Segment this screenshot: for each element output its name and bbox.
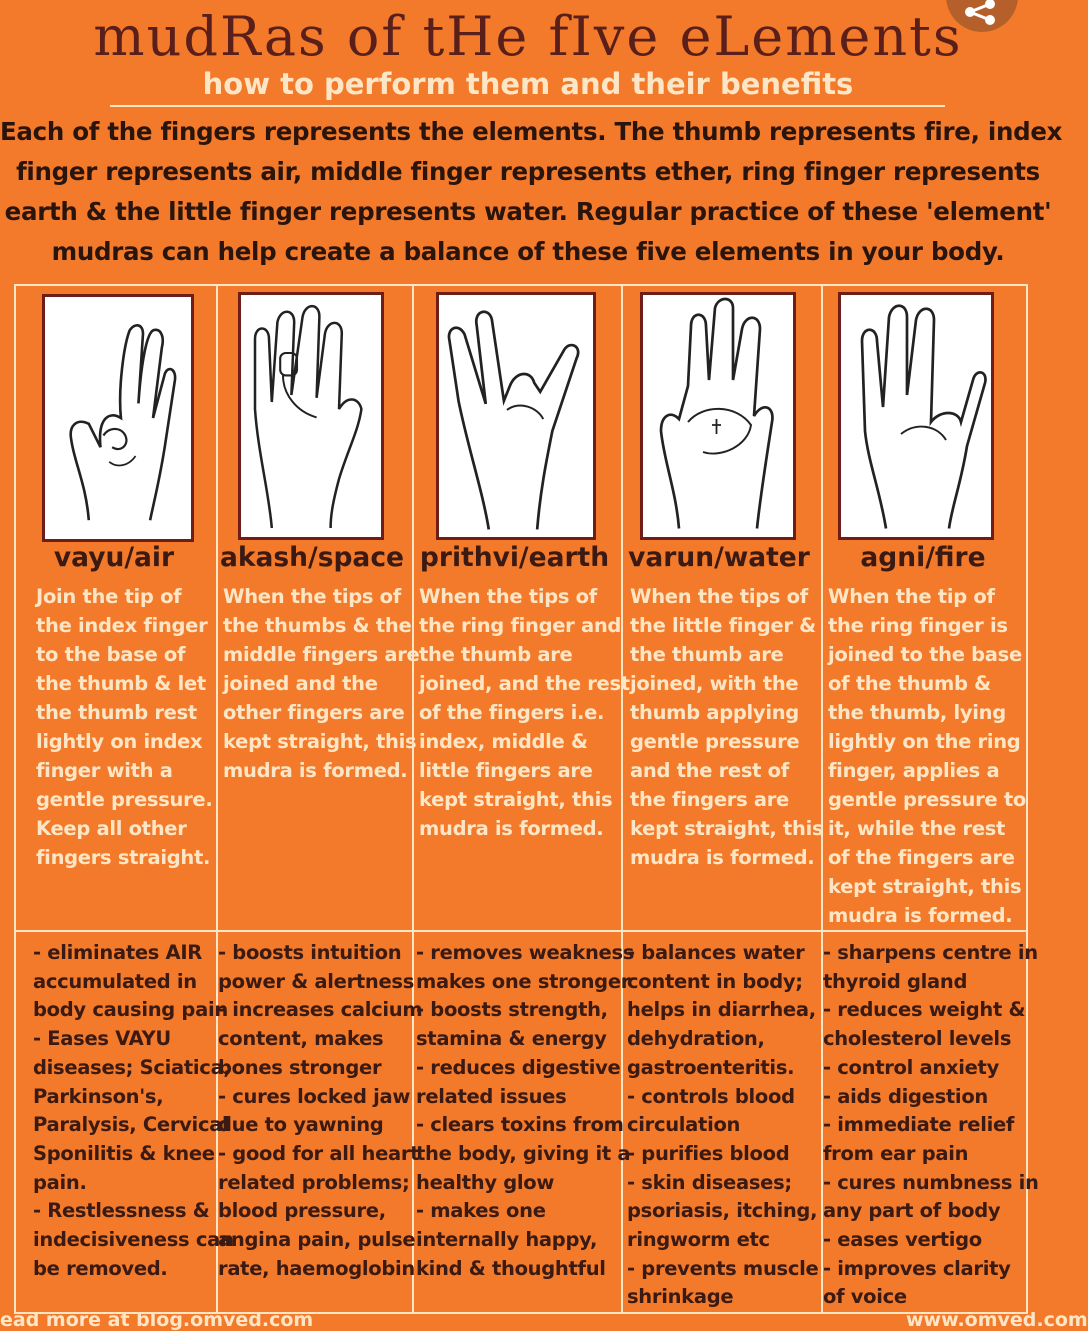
- benefit-line: power & alertness: [218, 969, 415, 993]
- vayu-instructions: [36, 582, 212, 872]
- benefit-line: body causing pain: [33, 998, 228, 1022]
- hand-icon: [643, 295, 793, 537]
- instruction-line: kept straight, this: [419, 788, 613, 811]
- benefit-line: accumulated in: [33, 969, 197, 993]
- benefit-line: content, makes: [218, 1027, 384, 1051]
- benefit-line: Sponilitis & knee: [33, 1141, 215, 1165]
- benefit-line: thyroid gland: [823, 969, 968, 993]
- benefit-line: - reduces digestive: [416, 1055, 621, 1079]
- vayu-benefits: [33, 939, 234, 1283]
- benefit-line: - balances water: [627, 941, 805, 964]
- instruction-line: the thumb are: [630, 643, 784, 666]
- instruction-line: the fingers are: [630, 788, 789, 811]
- benefit-line: - sharpens centre in: [823, 941, 1038, 964]
- varun-benefits: [627, 939, 818, 1312]
- benefit-line: - clears toxins from: [416, 1113, 624, 1137]
- instruction-line: gentle pressure.: [36, 788, 213, 811]
- benefit-line: helps in diarrhea,: [627, 998, 816, 1022]
- instruction-line: it, while the rest: [828, 817, 1006, 840]
- footer-blog-link[interactable]: ead more at blog.omved.com: [0, 1309, 314, 1331]
- instruction-line: the thumb & let: [36, 672, 206, 695]
- benefit-line: content in body;: [627, 969, 803, 993]
- instruction-line: the thumb are: [419, 643, 573, 666]
- instruction-line: When the tips of: [419, 585, 597, 608]
- benefit-line: - Restlessness &: [33, 1199, 210, 1223]
- intro-paragraph: [0, 112, 1063, 272]
- benefit-line: gastroenteritis.: [627, 1055, 795, 1079]
- benefit-line: any part of body: [823, 1199, 1001, 1223]
- intro-line: Each of the fingers represents the elements. The thumb represents fire, index: [0, 117, 1063, 146]
- prithvi-instructions: [419, 582, 630, 843]
- instruction-line: the ring finger and: [419, 614, 622, 637]
- benefit-line: of voice: [823, 1285, 907, 1309]
- benefit-line: - improves clarity: [823, 1256, 1011, 1280]
- instruction-line: lightly on the ring: [828, 730, 1021, 753]
- intro-line: finger represents air, middle finger represents ether, ring finger represents: [16, 157, 1040, 186]
- instruction-line: joined and the: [223, 672, 378, 695]
- instruction-line: Join the tip of: [36, 585, 182, 608]
- benefit-line: - removes weakness: [416, 941, 635, 964]
- benefit-line: pain.: [33, 1170, 87, 1194]
- instruction-line: When the tips of: [630, 585, 808, 608]
- benefit-line: Paralysis, Cervical: [33, 1113, 229, 1137]
- benefit-line: angina pain, pulse: [218, 1228, 416, 1252]
- benefit-line: bones stronger: [218, 1055, 382, 1079]
- page-title: mudRas of tHe fIve eLements: [93, 5, 963, 68]
- benefit-line: - boosts strength,: [416, 998, 608, 1022]
- benefit-line: - purifies blood: [627, 1141, 790, 1165]
- prithvi-benefits: [416, 939, 634, 1283]
- instruction-line: finger, applies a: [828, 759, 1000, 782]
- benefit-line: shrinkage: [627, 1285, 734, 1309]
- benefit-line: indecisiveness can: [33, 1228, 234, 1252]
- benefit-line: stamina & energy: [416, 1027, 607, 1051]
- agni-instructions: [828, 582, 1026, 930]
- benefit-line: - makes one: [416, 1199, 546, 1223]
- instruction-line: other fingers are: [223, 701, 405, 724]
- instruction-line: and the rest of: [630, 759, 789, 782]
- benefit-line: from ear pain: [823, 1141, 969, 1165]
- instruction-line: the thumbs & the: [223, 614, 412, 637]
- instruction-line: thumb applying: [630, 701, 799, 724]
- instruction-line: lightly on index: [36, 730, 203, 753]
- instruction-line: of the thumb &: [828, 672, 991, 695]
- instruction-line: the little finger &: [630, 614, 816, 637]
- benefit-line: healthy glow: [416, 1170, 555, 1194]
- instruction-line: gentle pressure to: [828, 788, 1026, 811]
- instruction-line: When the tips of: [223, 585, 401, 608]
- instruction-line: mudra is formed.: [828, 904, 1013, 927]
- benefit-line: - boosts intuition: [218, 941, 402, 964]
- benefit-line: related problems;: [218, 1170, 410, 1194]
- prithvi-hand-illustration: [436, 292, 596, 540]
- benefit-line: the body, giving it a: [416, 1141, 631, 1165]
- benefit-line: internally happy,: [416, 1228, 598, 1252]
- instruction-line: mudra is formed.: [419, 817, 604, 840]
- intro-line: earth & the little finger represents water. Regular practice of these 'element': [4, 197, 1052, 226]
- instruction-line: finger with a: [36, 759, 173, 782]
- instruction-line: of the fingers i.e.: [419, 701, 605, 724]
- vayu-hand-illustration: [42, 294, 194, 542]
- hand-icon: [241, 295, 381, 537]
- akash-benefits: [218, 939, 422, 1283]
- benefit-line: - reduces weight &: [823, 998, 1026, 1022]
- benefit-line: - increases calcium: [218, 998, 423, 1022]
- benefit-line: - skin diseases;: [627, 1170, 792, 1194]
- benefit-line: - controls blood: [627, 1084, 795, 1108]
- title-divider: [110, 105, 945, 107]
- benefit-line: rate, haemoglobin: [218, 1256, 415, 1280]
- akash-instructions: [223, 582, 419, 785]
- benefit-line: due to yawning: [218, 1113, 384, 1137]
- instruction-line: little fingers are: [419, 759, 593, 782]
- instruction-line: kept straight, this: [828, 875, 1022, 898]
- benefit-line: - cures numbness in: [823, 1170, 1039, 1194]
- benefit-line: circulation: [627, 1113, 741, 1137]
- hand-icon: [439, 295, 593, 537]
- instruction-line: mudra is formed.: [630, 846, 815, 869]
- agni-benefits: [823, 939, 1039, 1312]
- hand-icon: [841, 295, 991, 537]
- instruction-line: mudra is formed.: [223, 759, 408, 782]
- instruction-line: the thumb, lying: [828, 701, 1006, 724]
- instruction-line: joined, with the: [630, 672, 799, 695]
- page-subtitle: how to perform them and their benefits: [202, 67, 854, 101]
- footer-site-link[interactable]: www.omved.com: [906, 1309, 1088, 1331]
- benefit-line: blood pressure,: [218, 1199, 386, 1223]
- instruction-line: of the fingers are: [828, 846, 1015, 869]
- benefit-line: kind & thoughtful: [416, 1256, 606, 1280]
- instruction-line: to the base of: [36, 643, 186, 666]
- benefit-line: - control anxiety: [823, 1055, 999, 1079]
- intro-line: mudras can help create a balance of these five elements in your body.: [51, 237, 1005, 266]
- instruction-line: kept straight, this: [223, 730, 417, 753]
- benefit-line: Parkinson's,: [33, 1084, 164, 1108]
- benefit-line: - immediate relief: [823, 1113, 1015, 1137]
- benefit-line: - aids digestion: [823, 1084, 988, 1108]
- instruction-line: gentle pressure: [630, 730, 800, 753]
- instruction-line: the ring finger is: [828, 614, 1008, 637]
- mudra-name-agni: agni/fire: [860, 542, 986, 573]
- benefit-line: - good for all heart: [218, 1141, 420, 1165]
- benefit-line: - eases vertigo: [823, 1228, 982, 1252]
- benefit-line: makes one stronger: [416, 969, 631, 993]
- mudra-name-varun: varun/water: [628, 542, 810, 573]
- instruction-line: joined to the base: [828, 643, 1022, 666]
- benefit-line: dehydration,: [627, 1027, 765, 1051]
- benefit-line: cholesterol levels: [823, 1027, 1012, 1051]
- instruction-line: middle fingers are: [223, 643, 420, 666]
- benefit-line: - Eases VAYU: [33, 1027, 171, 1051]
- instruction-line: Keep all other: [36, 817, 187, 840]
- instruction-line: the thumb rest: [36, 701, 197, 724]
- mudra-name-vayu: vayu/air: [53, 542, 175, 573]
- instruction-line: fingers straight.: [36, 846, 211, 869]
- benefit-line: - prevents muscle: [627, 1256, 819, 1280]
- benefit-line: diseases; Sciatica,: [33, 1055, 231, 1079]
- varun-instructions: [630, 582, 823, 872]
- benefit-line: ringworm etc: [627, 1228, 770, 1252]
- benefit-line: - cures locked jaw: [218, 1084, 411, 1108]
- instruction-line: index, middle &: [419, 730, 588, 753]
- instruction-line: the index finger: [36, 614, 208, 637]
- akash-hand-illustration: [238, 292, 384, 540]
- benefit-line: be removed.: [33, 1256, 168, 1280]
- instruction-line: kept straight, this: [630, 817, 824, 840]
- mudra-name-akash: akash/space: [219, 542, 404, 573]
- footer: [0, 1309, 1088, 1331]
- instruction-line: When the tip of: [828, 585, 995, 608]
- agni-hand-illustration: [838, 292, 994, 540]
- row-divider: [16, 930, 1026, 932]
- benefit-line: psoriasis, itching,: [627, 1199, 818, 1223]
- hand-icon: [45, 297, 191, 539]
- mudra-name-prithvi: prithvi/earth: [419, 542, 610, 573]
- benefit-line: related issues: [416, 1084, 567, 1108]
- benefit-line: - eliminates AIR: [33, 941, 203, 964]
- instruction-line: joined, and the rest: [419, 672, 630, 695]
- varun-hand-illustration: [640, 292, 796, 540]
